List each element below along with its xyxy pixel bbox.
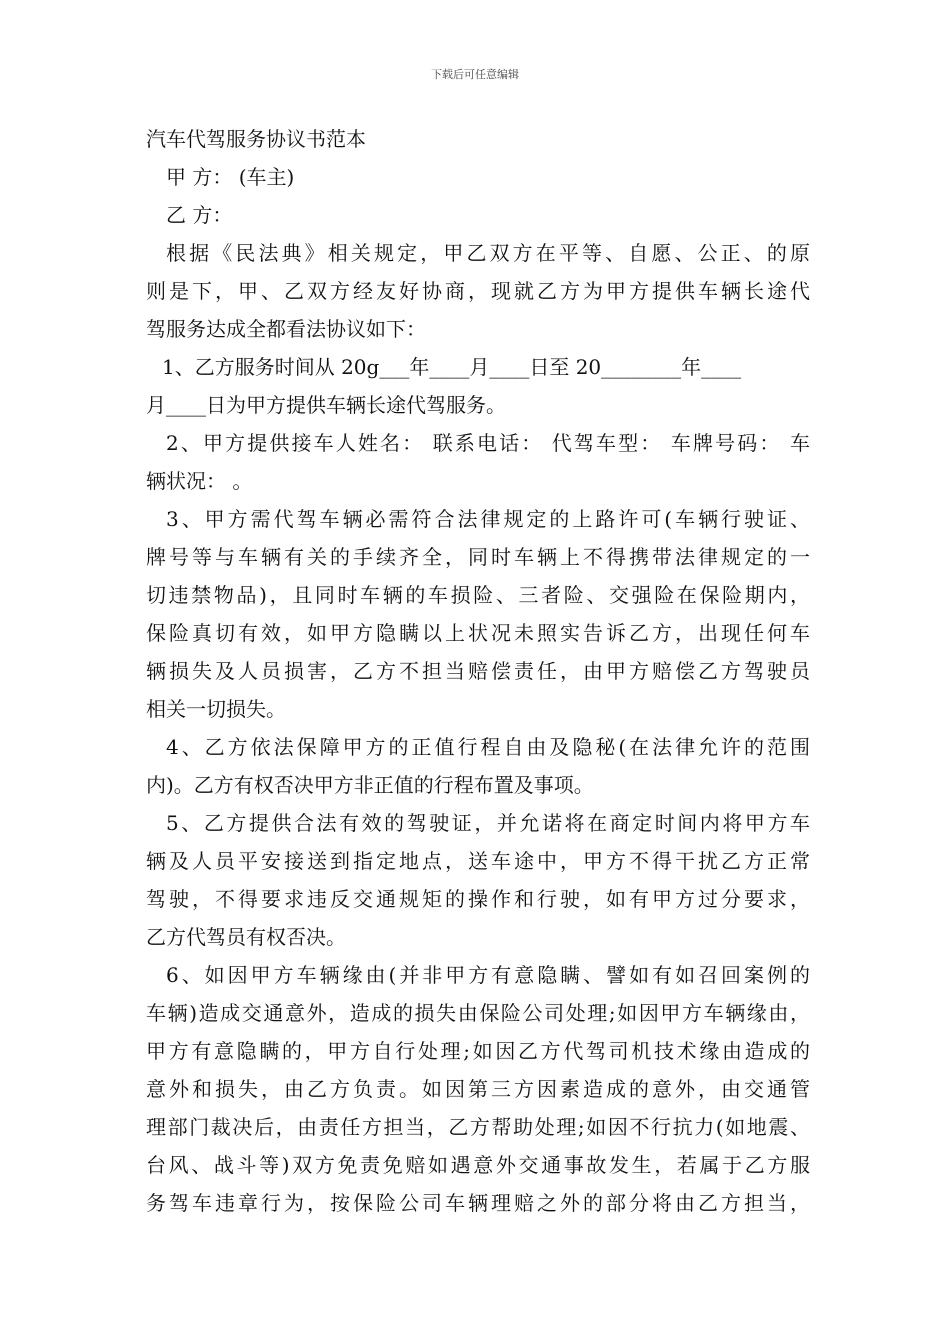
intro-paragraph [146, 234, 810, 348]
paragraph-line: 甲方有意隐瞒的，甲方自行处理;如因乙方代驾司机技术缘由造成的 [146, 1039, 810, 1063]
paragraph-line: 辆及人员平安接送到指定地点，送车途中，甲方不得干扰乙方正常 [146, 849, 810, 873]
paragraph-line: 意外和损失，由乙方负责。如因第三方因素造成的意外，由交通管 [146, 1077, 810, 1101]
clause-3 [146, 500, 810, 728]
document-body [146, 122, 810, 1222]
paragraph-line: 牌号等与车辆有关的手续齐全，同时车辆上不得携带法律规定的一 [146, 545, 810, 569]
paragraph-line: 内)。乙方有权否决甲方非正值的行程布置及事项。 [146, 773, 594, 797]
paragraph-line: 相关一切损失。 [146, 697, 286, 721]
paragraph-line: 切违禁物品)，且同时车辆的车损险、三者险、交强险在保险期内， [146, 583, 810, 607]
paragraph-line: 车辆)造成交通意外，造成的损失由保险公司处理;如因甲方车辆缘由， [146, 1001, 810, 1025]
paragraph-line: 6、如因甲方车辆缘由(并非甲方有意隐瞒、譬如有如召回案例的 [166, 963, 810, 987]
paragraph-line: 3、甲方需代驾车辆必需符合法律规定的上路许可(车辆行驶证、 [166, 507, 810, 531]
paragraph-line: 辆状况： 。 [146, 469, 253, 493]
paragraph-line: 保险真切有效，如甲方隐瞒以上状况未照实告诉乙方，出现任何车 [146, 621, 810, 645]
clause-6 [146, 956, 810, 1222]
clause-1 [146, 348, 810, 424]
paragraph-line: 2、甲方提供接车人姓名： 联系电话： 代驾车型： 车牌号码： 车 [166, 431, 810, 455]
paragraph-line: 驾驶，不得要求违反交通规矩的操作和行驶，如有甲方过分要求， [146, 887, 810, 911]
paragraph-line: 理部门裁决后，由责任方担当，乙方帮助处理;如因不行抗力(如地震、 [146, 1115, 810, 1139]
paragraph-line: 5、乙方提供合法有效的驾驶证，并允诺将在商定时间内将甲方车 [166, 811, 810, 835]
clause-2 [146, 424, 810, 500]
party-b-line: 乙 方： [166, 203, 233, 227]
clause-5 [146, 804, 810, 956]
paragraph-line: 则是下，甲、乙双方经友好协商，现就乙方为甲方提供车辆长途代 [146, 279, 810, 303]
paragraph-line: 辆损失及人员损害，乙方不担当赔偿责任，由甲方赔偿乙方驾驶员 [146, 659, 810, 683]
paragraph-line: 月____日为甲方提供车辆长途代驾服务。 [146, 393, 506, 417]
paragraph-line: 4、乙方依法保障甲方的正值行程自由及隐秘(在法律允许的范围 [166, 735, 810, 759]
party-a-line: 甲 方： (车主) [166, 165, 295, 189]
paragraph-line: 驾服务达成全都看法协议如下： [146, 317, 426, 341]
page-header: 下载后可任意编辑 [431, 68, 519, 81]
paragraph-line: 务驾车违章行为，按保险公司车辆理赔之外的部分将由乙方担当， [146, 1191, 810, 1215]
document-title: 汽车代驾服务协议书范本 [146, 127, 366, 151]
paragraph-line: 台风、战斗等)双方免责免赔如遇意外交通事故发生，若属于乙方服 [146, 1153, 810, 1177]
clause-4 [146, 728, 810, 804]
paragraph-line: 乙方代驾员有权否决。 [146, 925, 346, 949]
paragraph-line: 1、乙方服务时间从 20g___年____月____日至 20________年____ [162, 355, 742, 379]
paragraph-line: 根据《民法典》相关规定，甲乙双方在平等、自愿、公正、的原 [166, 241, 810, 265]
